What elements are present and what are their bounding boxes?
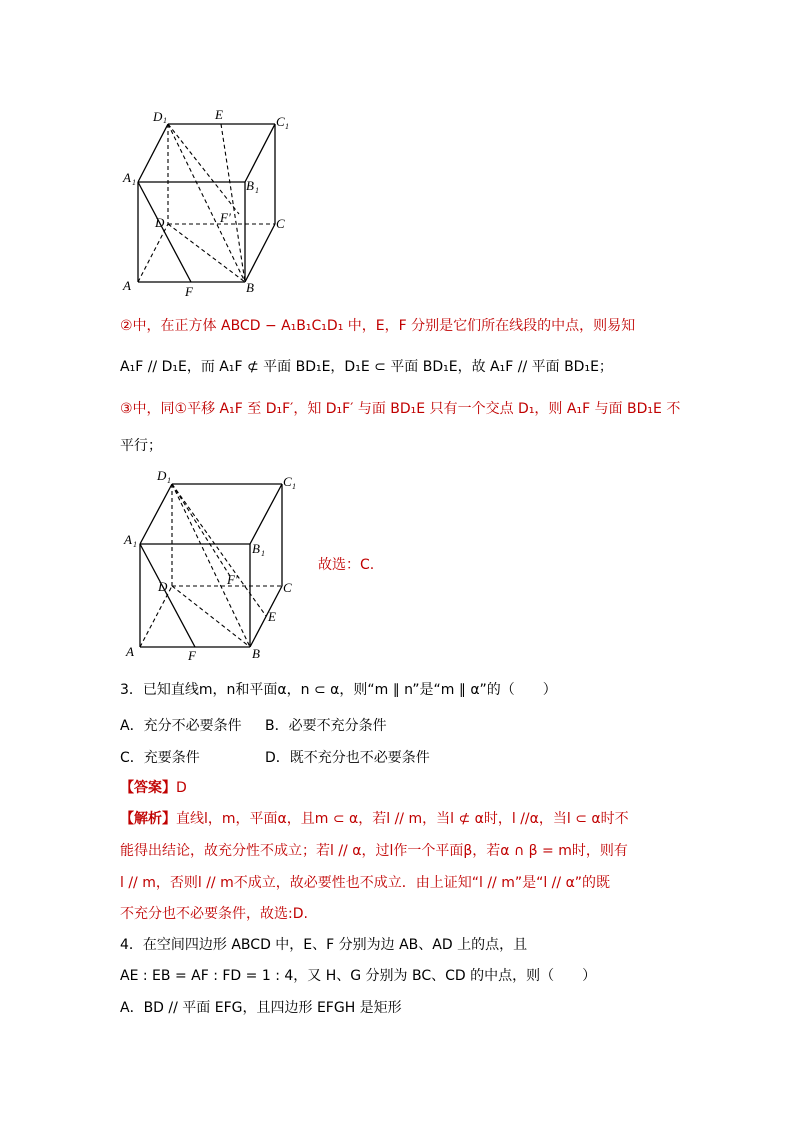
q3-analysis-line4: 不充分也不必要条件，故选:D. [120, 906, 308, 922]
label-B: B [246, 280, 254, 295]
choose-text: 故选：C. [318, 557, 375, 573]
answer-value: D [176, 780, 187, 796]
label-B1: B [252, 541, 260, 556]
para2-line1: ②中，在正方体 ABCD − A₁B₁C₁D₁ 中，E，F 分别是它们所在线段的中点，则易知 [120, 318, 636, 334]
label-F-prime: F′ [227, 572, 238, 587]
label-D: D [155, 215, 165, 230]
q3-analysis-line2: 能得出结论，故充分性不成立；若l // α，过l作一个平面β，若α ∩ β = m时，则有 [120, 843, 628, 859]
q3-analysis-line3: l // m，否则l // m不成立，故必要性也不成立．由上证知“l // m”是“l // α”的既 [120, 875, 611, 891]
label-A1-sub: 1 [132, 178, 136, 187]
label-E: E [268, 609, 276, 624]
label-C: C [283, 580, 292, 595]
label-A1-sub: 1 [133, 540, 137, 549]
cube-figure-2 [120, 462, 320, 662]
label-B1-sub: 1 [255, 186, 259, 195]
label-D1-sub: 1 [163, 116, 167, 125]
analysis-text-1: 直线l，m，平面α，且m ⊂ α，若l // m，当l ⊄ α时，l //α，当l ⊂ α时不 [176, 811, 629, 827]
q3-stem: 3．已知直线m，n和平面α，n ⊂ α，则“m ∥ n”是“m ∥ α”的（ ） [120, 682, 557, 698]
label-D1-sub: 1 [167, 476, 171, 485]
label-A: A [123, 278, 131, 293]
q3-option-d: D．既不充分也不必要条件 [265, 750, 430, 766]
label-B1-sub: 1 [261, 549, 265, 558]
q4-stem-line2: AE : EB = AF : FD = 1 : 4，又 H、G 分别为 BC、CD 的中点，则（ ） [120, 968, 597, 984]
para3-line1: ③中，同①平移 A₁F 至 D₁F′，知 D₁F′ 与面 BD₁E 只有一个交点 D₁，则 A₁F 与面 BD₁E 不 [120, 401, 681, 417]
label-C1-sub: 1 [292, 482, 296, 491]
label-A1: A [124, 532, 132, 547]
q4-option-a: A．BD // 平面 EFG，且四边形 EFGH 是矩形 [120, 1000, 402, 1016]
q3-analysis-line1 [120, 808, 629, 830]
q3-option-b: B．必要不充分条件 [265, 718, 387, 734]
label-C1: C [283, 474, 292, 489]
label-D: D [158, 579, 168, 594]
para3-line2: 平行； [120, 438, 162, 454]
label-D1: D [157, 468, 167, 483]
label-C: C [276, 216, 285, 231]
label-F: F [188, 648, 196, 662]
para2-line2: A₁F // D₁E，而 A₁F ⊄ 平面 BD₁E，D₁E ⊂ 平面 BD₁E，故 A₁F // 平面 BD₁E； [120, 359, 613, 375]
q3-option-a: A．充分不必要条件 [120, 718, 242, 734]
label-B: B [252, 646, 260, 661]
label-F: F [185, 284, 193, 299]
label-E: E [215, 107, 223, 122]
label-B1: B [246, 178, 254, 193]
q3-answer [120, 777, 187, 799]
label-C1: C [276, 114, 285, 129]
analysis-tag: 【解析】 [120, 811, 176, 827]
cube-figure-1 [115, 100, 315, 300]
label-F-prime: F′ [220, 210, 231, 225]
q3-option-c: C．充要条件 [120, 750, 200, 766]
label-C1-sub: 1 [285, 122, 289, 131]
q4-stem-line1: 4．在空间四边形 ABCD 中，E、F 分别为边 AB、AD 上的点，且 [120, 937, 528, 953]
label-A1: A [123, 170, 131, 185]
label-A: A [126, 644, 134, 659]
answer-tag: 【答案】 [120, 780, 176, 796]
label-D1: D [153, 109, 163, 124]
